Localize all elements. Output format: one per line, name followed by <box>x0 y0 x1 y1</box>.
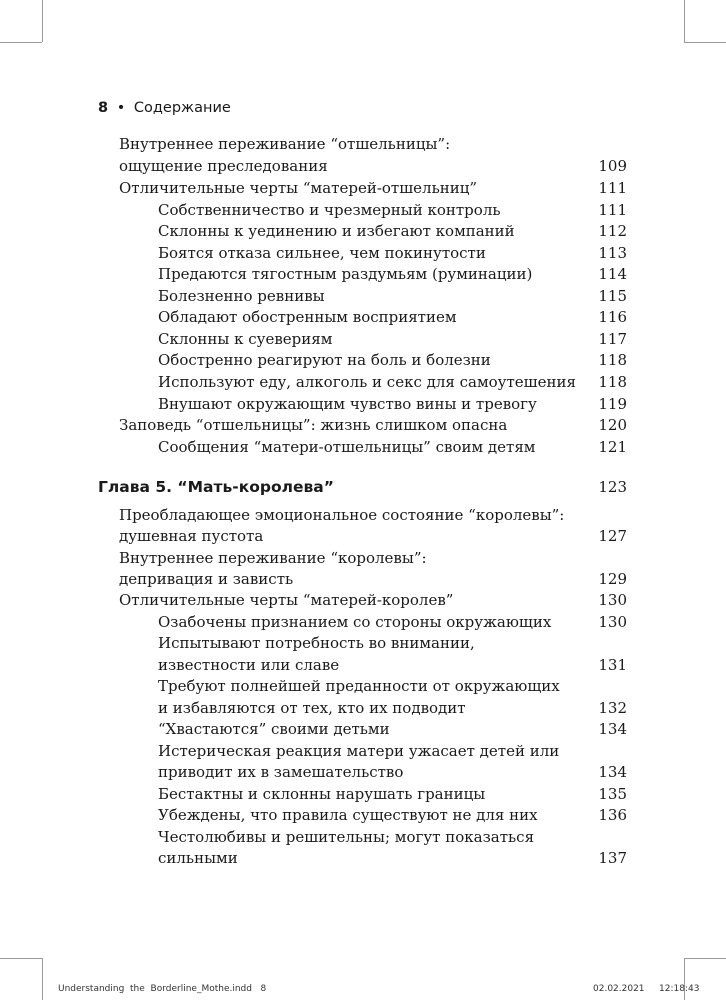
slug-filename: Understanding the Borderline_Mothe.indd 8 <box>58 984 267 994</box>
toc-page-number: 111 <box>598 179 627 197</box>
toc-page-number: 134 <box>598 720 627 738</box>
crop-mark <box>0 958 42 959</box>
toc-subentry-text: Бестактны и склонны нарушать границы <box>158 785 486 803</box>
toc-entry-text: Отличительные черты “матерей-королев” <box>119 591 454 609</box>
toc-subentry-text: Болезненно ревнивы <box>158 287 325 305</box>
header-bullet: • <box>116 100 126 116</box>
toc-entry-text: ощущение преследования <box>119 157 328 175</box>
crop-mark <box>42 0 43 42</box>
crop-mark <box>684 42 726 43</box>
toc-subentry-text: сильными <box>158 849 238 867</box>
crop-mark <box>684 0 685 42</box>
toc-page-number: 136 <box>598 806 627 824</box>
toc-entry-text: Отличительные черты “матерей-отшельниц” <box>119 179 478 197</box>
toc-page-number: 135 <box>598 785 627 803</box>
toc-subentry-text: Склонны к суевериям <box>158 330 333 348</box>
toc-entry-text: депривация и зависть <box>119 570 294 588</box>
slug-time: 12:18:43 <box>659 984 700 994</box>
toc-page-number: 116 <box>598 308 627 326</box>
toc-subentry-text: Обладают обостренным восприятием <box>158 308 457 326</box>
toc-page-number: 118 <box>598 351 627 369</box>
toc-subentry-text: Внушают окружающим чувство вины и тревогу <box>158 395 537 413</box>
toc-page-number: 113 <box>598 244 627 262</box>
toc-page-number: 137 <box>598 849 627 867</box>
toc-subentry-text: и избавляются от тех, кто их подводит <box>158 699 466 717</box>
slug-date: 02.02.2021 <box>593 984 645 994</box>
toc-subentry-text: Собственничество и чрезмерный контроль <box>158 201 501 219</box>
toc-subentry-text: Предаются тягостным раздумьям (руминации) <box>158 265 533 283</box>
chapter-heading: Глава 5. “Мать-королева” <box>98 478 334 496</box>
toc-page-number: 117 <box>598 330 627 348</box>
running-header <box>98 100 231 116</box>
toc-subentry-text: Убеждены, что правила существуют не для них <box>158 806 538 824</box>
toc-page-number: 111 <box>598 201 627 219</box>
toc-subentry-text: Склонны к уединению и избегают компаний <box>158 222 515 240</box>
toc-subentry-text: “Хвастаются” своими детьми <box>158 720 390 738</box>
toc-subentry-text: известности или славе <box>158 656 340 674</box>
crop-mark <box>42 958 43 1000</box>
toc-page-number: 127 <box>598 527 627 545</box>
toc-page-number: 130 <box>598 591 627 609</box>
toc-subentry-text: Используют еду, алкоголь и секс для самоутешения <box>158 373 576 391</box>
toc-page-number: 120 <box>598 416 627 434</box>
toc-subentry-text: Сообщения “матери-отшельницы” своим детям <box>158 438 536 456</box>
toc-subentry-text: Испытывают потребность во внимании, <box>158 634 475 652</box>
toc-entry-text: душевная пустота <box>119 527 264 545</box>
toc-page-number: 123 <box>598 478 627 496</box>
toc-entry-text: Преобладающее эмоциональное состояние “королевы”: <box>119 506 565 524</box>
toc-page-number: 112 <box>598 222 627 240</box>
toc-subentry-text: Обостренно реагируют на боль и болезни <box>158 351 491 369</box>
header-title: Содержание <box>133 100 231 116</box>
toc-page-number: 129 <box>598 570 627 588</box>
toc-page-number: 131 <box>598 656 627 674</box>
toc-subentry-text: Требуют полнейшей преданности от окружающих <box>158 677 560 695</box>
toc-page-number: 130 <box>598 613 627 631</box>
toc-entry-text: Внутреннее переживание “королевы”: <box>119 549 427 567</box>
toc-page-number: 114 <box>598 265 627 283</box>
toc-page-number: 134 <box>598 763 627 781</box>
toc-entry-text: Внутреннее переживание “отшельницы”: <box>119 135 451 153</box>
page-number: 8 <box>98 100 109 116</box>
toc-page-number: 115 <box>598 287 627 305</box>
toc-page-number: 119 <box>598 395 627 413</box>
toc-subentry-text: Истерическая реакция матери ужасает детей или <box>158 742 560 760</box>
crop-mark <box>0 42 42 43</box>
toc-subentry-text: Озабочены признанием со стороны окружающих <box>158 613 552 631</box>
toc-subentry-text: Честолюбивы и решительны; могут показаться <box>158 828 535 846</box>
toc-page-number: 118 <box>598 373 627 391</box>
toc-subentry-text: Боятся отказа сильнее, чем покинутости <box>158 244 486 262</box>
toc-entry-text: Заповедь “отшельницы”: жизнь слишком опасна <box>119 416 508 434</box>
toc-page-number: 121 <box>598 438 627 456</box>
toc-page-number: 132 <box>598 699 627 717</box>
crop-mark <box>684 958 726 959</box>
toc-page-number: 109 <box>598 157 627 175</box>
toc-subentry-text: приводит их в замешательство <box>158 763 404 781</box>
